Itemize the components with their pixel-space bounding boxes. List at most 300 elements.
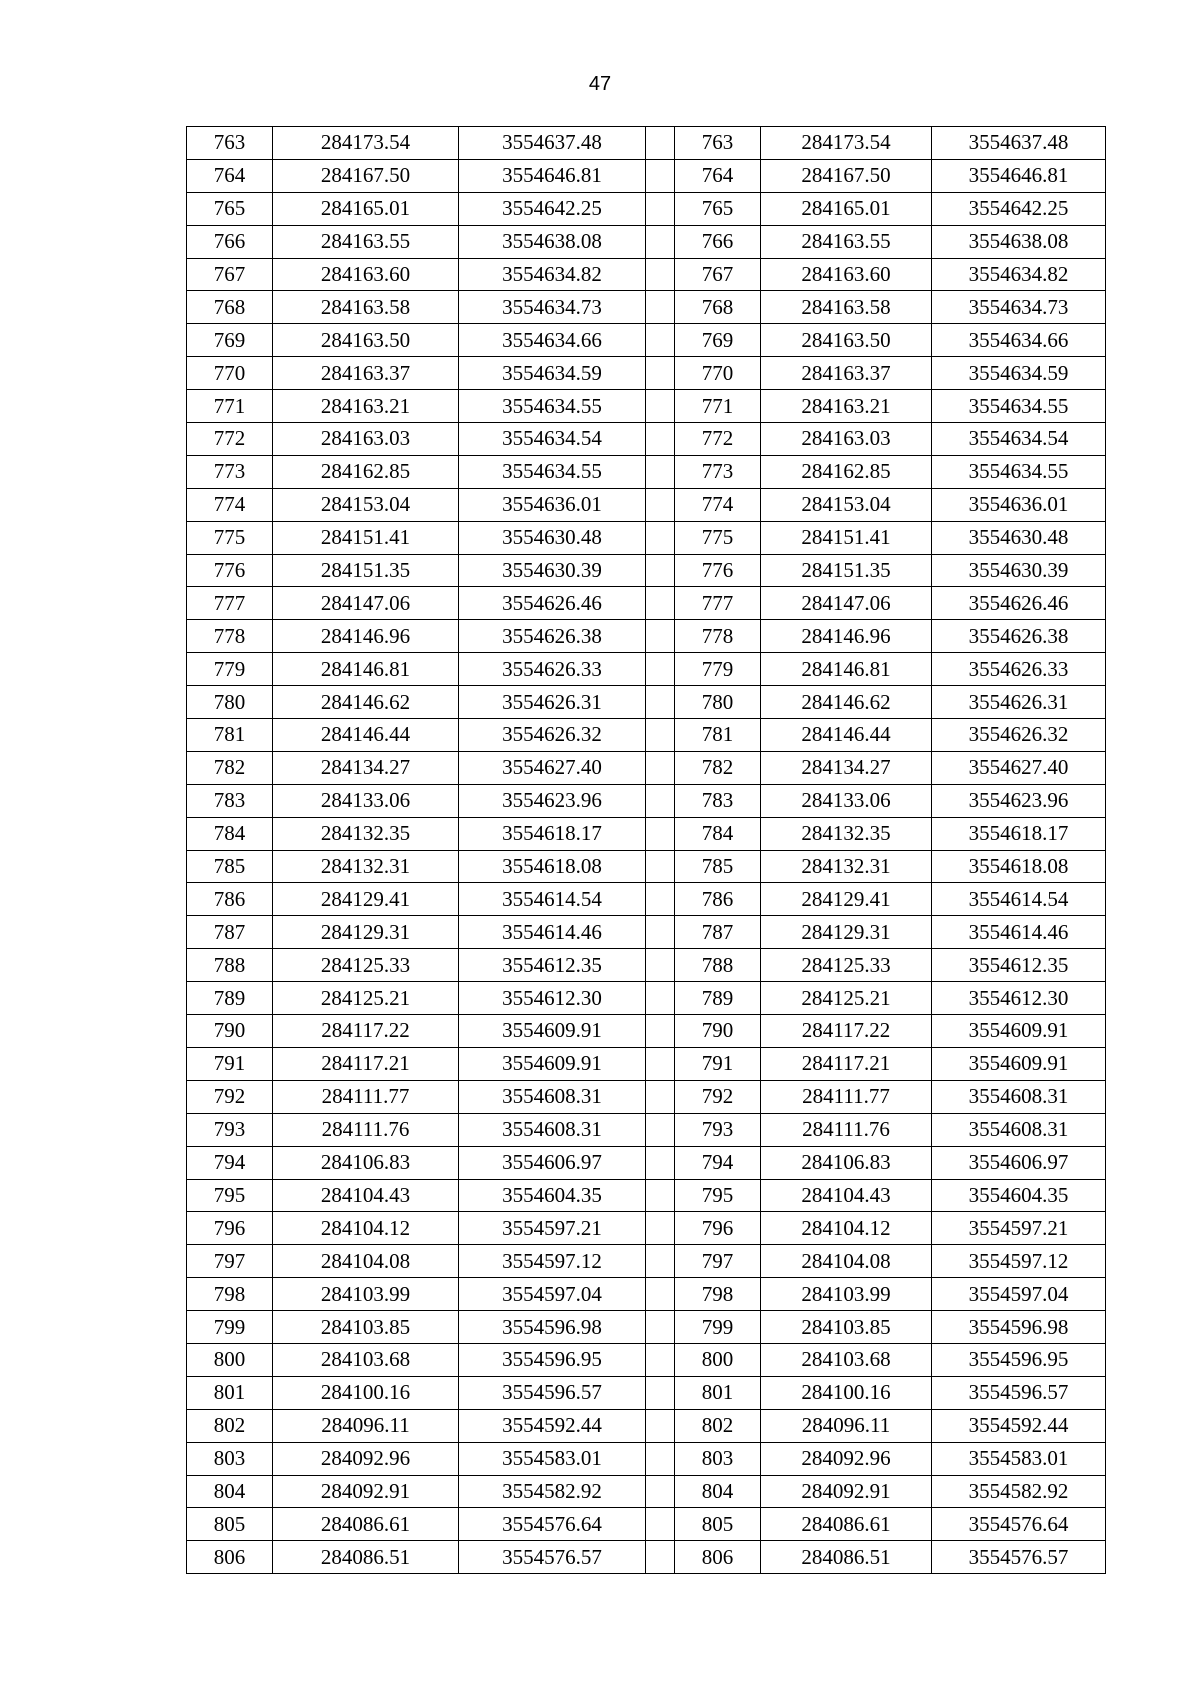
right-point-number: 785 [675, 850, 761, 883]
right-x-coordinate: 284163.50 [761, 324, 932, 357]
left-x-coordinate: 284147.06 [273, 587, 459, 620]
right-point-number: 797 [675, 1245, 761, 1278]
right-point-number: 796 [675, 1212, 761, 1245]
right-x-coordinate: 284147.06 [761, 587, 932, 620]
left-point-number: 795 [187, 1179, 273, 1212]
right-x-coordinate: 284151.41 [761, 521, 932, 554]
left-point-number: 769 [187, 324, 273, 357]
right-x-coordinate: 284163.21 [761, 390, 932, 423]
right-point-number: 774 [675, 488, 761, 521]
left-point-number: 764 [187, 159, 273, 192]
right-x-coordinate: 284117.21 [761, 1047, 932, 1080]
spacer-cell [646, 127, 675, 160]
left-x-coordinate: 284086.61 [273, 1508, 459, 1541]
left-x-coordinate: 284096.11 [273, 1409, 459, 1442]
table-row [187, 751, 1106, 784]
right-point-number: 804 [675, 1475, 761, 1508]
left-point-number: 780 [187, 686, 273, 719]
table-row [187, 1311, 1106, 1344]
spacer-cell [646, 455, 675, 488]
right-y-coordinate: 3554596.57 [932, 1376, 1106, 1409]
right-point-number: 788 [675, 949, 761, 982]
left-y-coordinate: 3554618.17 [459, 817, 646, 850]
left-y-coordinate: 3554627.40 [459, 751, 646, 784]
right-y-coordinate: 3554608.31 [932, 1113, 1106, 1146]
left-x-coordinate: 284104.08 [273, 1245, 459, 1278]
right-point-number: 781 [675, 719, 761, 752]
left-x-coordinate: 284104.43 [273, 1179, 459, 1212]
left-y-coordinate: 3554634.73 [459, 291, 646, 324]
left-y-coordinate: 3554597.12 [459, 1245, 646, 1278]
right-point-number: 772 [675, 423, 761, 456]
left-y-coordinate: 3554582.92 [459, 1475, 646, 1508]
right-y-coordinate: 3554642.25 [932, 192, 1106, 225]
right-y-coordinate: 3554634.55 [932, 455, 1106, 488]
right-point-number: 806 [675, 1541, 761, 1574]
left-x-coordinate: 284151.41 [273, 521, 459, 554]
spacer-cell [646, 1047, 675, 1080]
left-y-coordinate: 3554630.48 [459, 521, 646, 554]
left-point-number: 789 [187, 982, 273, 1015]
right-y-coordinate: 3554608.31 [932, 1080, 1106, 1113]
right-x-coordinate: 284146.96 [761, 620, 932, 653]
table-row [187, 850, 1106, 883]
left-point-number: 785 [187, 850, 273, 883]
left-y-coordinate: 3554634.66 [459, 324, 646, 357]
left-point-number: 775 [187, 521, 273, 554]
left-y-coordinate: 3554614.46 [459, 916, 646, 949]
right-point-number: 770 [675, 357, 761, 390]
right-y-coordinate: 3554609.91 [932, 1015, 1106, 1048]
left-y-coordinate: 3554630.39 [459, 554, 646, 587]
table-row [187, 1376, 1106, 1409]
left-y-coordinate: 3554634.55 [459, 390, 646, 423]
left-y-coordinate: 3554596.57 [459, 1376, 646, 1409]
table-row [187, 949, 1106, 982]
left-x-coordinate: 284163.58 [273, 291, 459, 324]
left-y-coordinate: 3554596.95 [459, 1343, 646, 1376]
spacer-cell [646, 719, 675, 752]
left-point-number: 804 [187, 1475, 273, 1508]
left-y-coordinate: 3554596.98 [459, 1311, 646, 1344]
left-point-number: 779 [187, 653, 273, 686]
spacer-cell [646, 1278, 675, 1311]
left-x-coordinate: 284086.51 [273, 1541, 459, 1574]
left-x-coordinate: 284111.76 [273, 1113, 459, 1146]
spacer-cell [646, 817, 675, 850]
left-point-number: 770 [187, 357, 273, 390]
right-point-number: 767 [675, 258, 761, 291]
left-y-coordinate: 3554606.97 [459, 1146, 646, 1179]
left-point-number: 792 [187, 1080, 273, 1113]
right-x-coordinate: 284153.04 [761, 488, 932, 521]
left-point-number: 801 [187, 1376, 273, 1409]
right-point-number: 800 [675, 1343, 761, 1376]
right-y-coordinate: 3554576.57 [932, 1541, 1106, 1574]
table-row [187, 1475, 1106, 1508]
left-x-coordinate: 284103.68 [273, 1343, 459, 1376]
left-point-number: 803 [187, 1442, 273, 1475]
left-point-number: 776 [187, 554, 273, 587]
left-x-coordinate: 284132.31 [273, 850, 459, 883]
left-point-number: 784 [187, 817, 273, 850]
table-row [187, 784, 1106, 817]
spacer-cell [646, 784, 675, 817]
right-point-number: 793 [675, 1113, 761, 1146]
left-x-coordinate: 284092.91 [273, 1475, 459, 1508]
right-point-number: 794 [675, 1146, 761, 1179]
left-x-coordinate: 284134.27 [273, 751, 459, 784]
table-row [187, 587, 1106, 620]
coordinates-table [186, 126, 1106, 1574]
right-x-coordinate: 284163.03 [761, 423, 932, 456]
spacer-cell [646, 488, 675, 521]
right-point-number: 768 [675, 291, 761, 324]
left-y-coordinate: 3554626.32 [459, 719, 646, 752]
right-x-coordinate: 284167.50 [761, 159, 932, 192]
table-row [187, 455, 1106, 488]
table-row [187, 127, 1106, 160]
table-row [187, 423, 1106, 456]
left-y-coordinate: 3554612.35 [459, 949, 646, 982]
spacer-cell [646, 949, 675, 982]
right-x-coordinate: 284133.06 [761, 784, 932, 817]
left-x-coordinate: 284111.77 [273, 1080, 459, 1113]
right-point-number: 792 [675, 1080, 761, 1113]
left-y-coordinate: 3554614.54 [459, 883, 646, 916]
table-row [187, 653, 1106, 686]
right-y-coordinate: 3554646.81 [932, 159, 1106, 192]
right-x-coordinate: 284146.44 [761, 719, 932, 752]
right-x-coordinate: 284129.41 [761, 883, 932, 916]
right-point-number: 795 [675, 1179, 761, 1212]
left-point-number: 800 [187, 1343, 273, 1376]
left-x-coordinate: 284092.96 [273, 1442, 459, 1475]
left-point-number: 806 [187, 1541, 273, 1574]
right-point-number: 773 [675, 455, 761, 488]
spacer-cell [646, 883, 675, 916]
right-x-coordinate: 284086.61 [761, 1508, 932, 1541]
coordinates-table-body [187, 127, 1106, 1574]
right-point-number: 798 [675, 1278, 761, 1311]
right-x-coordinate: 284151.35 [761, 554, 932, 587]
left-y-coordinate: 3554646.81 [459, 159, 646, 192]
spacer-cell [646, 1212, 675, 1245]
right-point-number: 766 [675, 225, 761, 258]
left-x-coordinate: 284146.62 [273, 686, 459, 719]
spacer-cell [646, 587, 675, 620]
left-x-coordinate: 284163.03 [273, 423, 459, 456]
left-point-number: 766 [187, 225, 273, 258]
right-y-coordinate: 3554634.55 [932, 390, 1106, 423]
left-x-coordinate: 284146.96 [273, 620, 459, 653]
left-y-coordinate: 3554612.30 [459, 982, 646, 1015]
right-x-coordinate: 284111.76 [761, 1113, 932, 1146]
spacer-cell [646, 1409, 675, 1442]
right-y-coordinate: 3554637.48 [932, 127, 1106, 160]
right-point-number: 802 [675, 1409, 761, 1442]
right-x-coordinate: 284086.51 [761, 1541, 932, 1574]
table-row [187, 1508, 1106, 1541]
right-y-coordinate: 3554626.33 [932, 653, 1106, 686]
table-row [187, 982, 1106, 1015]
right-y-coordinate: 3554597.21 [932, 1212, 1106, 1245]
right-x-coordinate: 284125.21 [761, 982, 932, 1015]
right-x-coordinate: 284162.85 [761, 455, 932, 488]
right-y-coordinate: 3554597.04 [932, 1278, 1106, 1311]
left-x-coordinate: 284106.83 [273, 1146, 459, 1179]
spacer-cell [646, 291, 675, 324]
right-y-coordinate: 3554638.08 [932, 225, 1106, 258]
left-x-coordinate: 284146.81 [273, 653, 459, 686]
spacer-cell [646, 258, 675, 291]
right-point-number: 803 [675, 1442, 761, 1475]
table-row [187, 1015, 1106, 1048]
right-y-coordinate: 3554592.44 [932, 1409, 1106, 1442]
right-y-coordinate: 3554618.08 [932, 850, 1106, 883]
right-y-coordinate: 3554636.01 [932, 488, 1106, 521]
left-x-coordinate: 284167.50 [273, 159, 459, 192]
table-row [187, 620, 1106, 653]
table-row [187, 817, 1106, 850]
left-y-coordinate: 3554634.59 [459, 357, 646, 390]
spacer-cell [646, 1146, 675, 1179]
spacer-cell [646, 916, 675, 949]
left-point-number: 778 [187, 620, 273, 653]
right-y-coordinate: 3554630.48 [932, 521, 1106, 554]
table-row [187, 324, 1106, 357]
right-point-number: 791 [675, 1047, 761, 1080]
left-y-coordinate: 3554626.46 [459, 587, 646, 620]
table-row [187, 1179, 1106, 1212]
spacer-cell [646, 1376, 675, 1409]
right-point-number: 764 [675, 159, 761, 192]
right-x-coordinate: 284106.83 [761, 1146, 932, 1179]
right-y-coordinate: 3554606.97 [932, 1146, 1106, 1179]
right-y-coordinate: 3554634.66 [932, 324, 1106, 357]
left-y-coordinate: 3554609.91 [459, 1047, 646, 1080]
left-point-number: 796 [187, 1212, 273, 1245]
left-y-coordinate: 3554583.01 [459, 1442, 646, 1475]
left-y-coordinate: 3554638.08 [459, 225, 646, 258]
right-point-number: 763 [675, 127, 761, 160]
right-y-coordinate: 3554597.12 [932, 1245, 1106, 1278]
table-row [187, 1541, 1106, 1574]
spacer-cell [646, 324, 675, 357]
spacer-cell [646, 1080, 675, 1113]
left-point-number: 798 [187, 1278, 273, 1311]
table-row [187, 1047, 1106, 1080]
right-y-coordinate: 3554582.92 [932, 1475, 1106, 1508]
left-point-number: 765 [187, 192, 273, 225]
left-y-coordinate: 3554597.21 [459, 1212, 646, 1245]
right-y-coordinate: 3554604.35 [932, 1179, 1106, 1212]
right-y-coordinate: 3554626.46 [932, 587, 1106, 620]
left-point-number: 782 [187, 751, 273, 784]
left-point-number: 799 [187, 1311, 273, 1344]
right-x-coordinate: 284103.85 [761, 1311, 932, 1344]
left-point-number: 768 [187, 291, 273, 324]
spacer-cell [646, 1113, 675, 1146]
right-x-coordinate: 284132.31 [761, 850, 932, 883]
right-point-number: 805 [675, 1508, 761, 1541]
left-y-coordinate: 3554597.04 [459, 1278, 646, 1311]
left-point-number: 797 [187, 1245, 273, 1278]
right-y-coordinate: 3554614.46 [932, 916, 1106, 949]
left-y-coordinate: 3554576.57 [459, 1541, 646, 1574]
spacer-cell [646, 357, 675, 390]
right-x-coordinate: 284104.08 [761, 1245, 932, 1278]
right-y-coordinate: 3554634.73 [932, 291, 1106, 324]
left-y-coordinate: 3554634.54 [459, 423, 646, 456]
spacer-cell [646, 423, 675, 456]
right-point-number: 782 [675, 751, 761, 784]
right-x-coordinate: 284100.16 [761, 1376, 932, 1409]
right-point-number: 775 [675, 521, 761, 554]
left-y-coordinate: 3554608.31 [459, 1113, 646, 1146]
left-y-coordinate: 3554642.25 [459, 192, 646, 225]
right-x-coordinate: 284173.54 [761, 127, 932, 160]
left-y-coordinate: 3554634.82 [459, 258, 646, 291]
left-x-coordinate: 284173.54 [273, 127, 459, 160]
table-row [187, 1409, 1106, 1442]
left-x-coordinate: 284151.35 [273, 554, 459, 587]
right-x-coordinate: 284092.96 [761, 1442, 932, 1475]
left-point-number: 805 [187, 1508, 273, 1541]
table-row [187, 1442, 1106, 1475]
table-row [187, 554, 1106, 587]
spacer-cell [646, 1541, 675, 1574]
right-y-coordinate: 3554609.91 [932, 1047, 1106, 1080]
right-x-coordinate: 284104.12 [761, 1212, 932, 1245]
spacer-cell [646, 850, 675, 883]
left-point-number: 783 [187, 784, 273, 817]
left-x-coordinate: 284103.99 [273, 1278, 459, 1311]
right-point-number: 799 [675, 1311, 761, 1344]
left-x-coordinate: 284163.50 [273, 324, 459, 357]
left-x-coordinate: 284117.21 [273, 1047, 459, 1080]
left-x-coordinate: 284129.31 [273, 916, 459, 949]
right-point-number: 784 [675, 817, 761, 850]
table-row [187, 225, 1106, 258]
right-point-number: 769 [675, 324, 761, 357]
left-y-coordinate: 3554609.91 [459, 1015, 646, 1048]
right-x-coordinate: 284092.91 [761, 1475, 932, 1508]
right-y-coordinate: 3554612.35 [932, 949, 1106, 982]
left-x-coordinate: 284162.85 [273, 455, 459, 488]
right-x-coordinate: 284096.11 [761, 1409, 932, 1442]
left-point-number: 777 [187, 587, 273, 620]
right-x-coordinate: 284129.31 [761, 916, 932, 949]
right-x-coordinate: 284146.81 [761, 653, 932, 686]
table-row [187, 357, 1106, 390]
spacer-cell [646, 620, 675, 653]
left-y-coordinate: 3554636.01 [459, 488, 646, 521]
left-y-coordinate: 3554592.44 [459, 1409, 646, 1442]
left-x-coordinate: 284163.37 [273, 357, 459, 390]
spacer-cell [646, 1475, 675, 1508]
left-point-number: 772 [187, 423, 273, 456]
table-row [187, 1080, 1106, 1113]
left-y-coordinate: 3554618.08 [459, 850, 646, 883]
right-x-coordinate: 284117.22 [761, 1015, 932, 1048]
right-point-number: 789 [675, 982, 761, 1015]
table-row [187, 1245, 1106, 1278]
right-x-coordinate: 284163.37 [761, 357, 932, 390]
left-point-number: 793 [187, 1113, 273, 1146]
table-row [187, 1146, 1106, 1179]
table-row [187, 390, 1106, 423]
right-y-coordinate: 3554614.54 [932, 883, 1106, 916]
table-row [187, 291, 1106, 324]
table-row [187, 1278, 1106, 1311]
right-x-coordinate: 284163.58 [761, 291, 932, 324]
left-point-number: 787 [187, 916, 273, 949]
right-point-number: 779 [675, 653, 761, 686]
left-x-coordinate: 284133.06 [273, 784, 459, 817]
right-point-number: 771 [675, 390, 761, 423]
spacer-cell [646, 390, 675, 423]
spacer-cell [646, 1245, 675, 1278]
right-x-coordinate: 284104.43 [761, 1179, 932, 1212]
right-x-coordinate: 284111.77 [761, 1080, 932, 1113]
right-x-coordinate: 284165.01 [761, 192, 932, 225]
right-point-number: 786 [675, 883, 761, 916]
table-row [187, 159, 1106, 192]
right-y-coordinate: 3554618.17 [932, 817, 1106, 850]
right-y-coordinate: 3554634.82 [932, 258, 1106, 291]
left-y-coordinate: 3554634.55 [459, 455, 646, 488]
right-point-number: 801 [675, 1376, 761, 1409]
right-y-coordinate: 3554634.54 [932, 423, 1106, 456]
left-y-coordinate: 3554637.48 [459, 127, 646, 160]
table-row [187, 883, 1106, 916]
left-x-coordinate: 284125.21 [273, 982, 459, 1015]
left-point-number: 802 [187, 1409, 273, 1442]
table-row [187, 521, 1106, 554]
right-y-coordinate: 3554576.64 [932, 1508, 1106, 1541]
table-row [187, 258, 1106, 291]
left-point-number: 767 [187, 258, 273, 291]
spacer-cell [646, 1442, 675, 1475]
left-y-coordinate: 3554576.64 [459, 1508, 646, 1541]
left-y-coordinate: 3554623.96 [459, 784, 646, 817]
spacer-cell [646, 1015, 675, 1048]
table-row [187, 686, 1106, 719]
left-x-coordinate: 284163.55 [273, 225, 459, 258]
left-point-number: 763 [187, 127, 273, 160]
left-x-coordinate: 284129.41 [273, 883, 459, 916]
left-y-coordinate: 3554608.31 [459, 1080, 646, 1113]
spacer-cell [646, 1311, 675, 1344]
spacer-cell [646, 521, 675, 554]
right-y-coordinate: 3554596.98 [932, 1311, 1106, 1344]
table-row [187, 192, 1106, 225]
right-x-coordinate: 284163.55 [761, 225, 932, 258]
right-y-coordinate: 3554612.30 [932, 982, 1106, 1015]
right-x-coordinate: 284132.35 [761, 817, 932, 850]
spacer-cell [646, 192, 675, 225]
spacer-cell [646, 653, 675, 686]
left-point-number: 781 [187, 719, 273, 752]
right-x-coordinate: 284103.68 [761, 1343, 932, 1376]
table-row [187, 916, 1106, 949]
right-point-number: 765 [675, 192, 761, 225]
left-x-coordinate: 284104.12 [273, 1212, 459, 1245]
right-x-coordinate: 284125.33 [761, 949, 932, 982]
left-x-coordinate: 284165.01 [273, 192, 459, 225]
spacer-cell [646, 225, 675, 258]
